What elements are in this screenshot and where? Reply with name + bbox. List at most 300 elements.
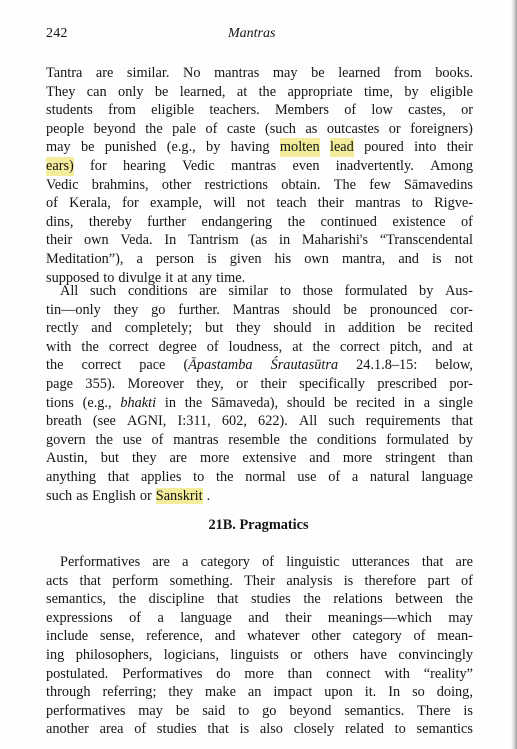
- word: similar: [228, 283, 269, 299]
- word: Śrautasūtra: [270, 357, 339, 374]
- word: own: [304, 250, 329, 267]
- text-line: [46, 213, 473, 232]
- word: they: [235, 320, 261, 337]
- word: include: [46, 628, 89, 645]
- word: be: [154, 83, 169, 100]
- text-line: [46, 487, 473, 506]
- word: that: [107, 468, 130, 485]
- page-edge-shadow: [511, 0, 517, 749]
- word: they: [131, 450, 157, 467]
- word: teach: [276, 195, 307, 212]
- word: and: [248, 609, 269, 626]
- word: that: [79, 572, 101, 589]
- word: bhakti: [120, 394, 157, 411]
- word: of: [206, 338, 219, 355]
- paragraph: [46, 64, 473, 287]
- word: for: [90, 157, 107, 174]
- word: .: [206, 487, 211, 504]
- word: the: [287, 213, 306, 230]
- word: example,: [150, 195, 203, 212]
- word: the: [81, 338, 99, 355]
- word: ing: [46, 646, 65, 663]
- word: eligible: [151, 102, 195, 119]
- word: meanings—which: [327, 609, 432, 626]
- paragraph: [46, 282, 473, 505]
- word: only: [118, 83, 144, 100]
- word: those: [302, 283, 333, 299]
- word: logicians,: [163, 646, 219, 663]
- word: brahmins,: [91, 176, 149, 193]
- word: dins,: [46, 213, 74, 230]
- word: said: [202, 702, 226, 719]
- word: their: [317, 195, 344, 212]
- word: Among: [430, 157, 473, 174]
- word: is: [343, 572, 354, 589]
- word: mantras: [355, 195, 401, 212]
- word: anything: [46, 468, 97, 485]
- word: 602,: [221, 413, 247, 430]
- text-line: [46, 101, 473, 120]
- text-line: [46, 194, 473, 213]
- word: any: [191, 269, 213, 286]
- text-line: [46, 646, 473, 665]
- word: are: [95, 65, 114, 81]
- word: more: [342, 450, 373, 467]
- word: Tantra: [46, 65, 83, 81]
- word: 622).: [258, 413, 288, 430]
- word: from: [108, 102, 136, 119]
- word: they: [113, 301, 139, 318]
- word: page: [46, 375, 73, 392]
- word: for: [122, 195, 139, 212]
- word: the: [46, 357, 64, 374]
- word: may: [46, 139, 71, 156]
- word: their: [46, 232, 73, 249]
- word: obtain.: [281, 176, 321, 193]
- word: or: [388, 120, 401, 137]
- word: conditions: [316, 431, 377, 448]
- word: few: [369, 176, 391, 193]
- text-line: [46, 231, 473, 250]
- text-line: [46, 64, 473, 83]
- word: as: [76, 487, 89, 504]
- word: language: [180, 609, 232, 626]
- word: Vedic: [46, 176, 79, 193]
- word: further.: [178, 301, 220, 318]
- word: with: [384, 665, 410, 682]
- word: sense,: [99, 628, 135, 645]
- word: endangering: [201, 213, 273, 230]
- word: degree: [158, 338, 197, 355]
- word: low: [371, 102, 393, 119]
- word: Āpastamba: [188, 357, 253, 374]
- word: semantics.: [344, 702, 405, 719]
- word: may: [272, 65, 298, 81]
- word: resemble: [228, 431, 280, 448]
- word: “Transcendental: [379, 232, 473, 249]
- word: in: [278, 232, 291, 249]
- word: correct: [108, 338, 149, 355]
- word: expressions: [46, 609, 113, 626]
- word: the: [95, 431, 113, 448]
- word: by: [419, 283, 434, 299]
- word: be: [311, 65, 325, 81]
- word: the: [118, 591, 137, 608]
- word: connect: [326, 665, 371, 682]
- word-group: [183, 356, 252, 375]
- word: the: [216, 468, 234, 485]
- word: divulge: [118, 269, 162, 286]
- word: below,: [435, 357, 473, 374]
- word: in: [324, 320, 336, 337]
- word: mantras: [173, 431, 219, 448]
- word: normal: [245, 468, 286, 485]
- word: not: [454, 250, 473, 267]
- word: part: [427, 572, 450, 589]
- word: the: [145, 120, 163, 137]
- word: of: [205, 120, 218, 137]
- text-line: [46, 375, 473, 394]
- word: not: [246, 195, 266, 212]
- word: The: [333, 176, 356, 193]
- word: time.: [216, 269, 246, 286]
- word: to: [394, 721, 406, 738]
- word: to: [411, 195, 423, 212]
- word: by: [206, 139, 221, 156]
- text-line: [46, 720, 473, 739]
- word: through: [46, 684, 91, 701]
- word: beyond: [289, 702, 332, 719]
- word: foreigners): [410, 120, 473, 137]
- word: his: [274, 250, 292, 267]
- word: a: [157, 609, 164, 626]
- word: they,: [196, 375, 224, 392]
- word: appropriate: [287, 83, 353, 100]
- word: perform: [112, 572, 159, 589]
- word: at: [462, 338, 473, 355]
- paragraph: [46, 553, 473, 739]
- word: more: [244, 665, 274, 682]
- text-line: [46, 702, 473, 721]
- text-line: [46, 431, 473, 450]
- text-line: [46, 338, 473, 357]
- word: other: [161, 176, 192, 193]
- word: at: [236, 83, 248, 100]
- word: studies: [156, 721, 197, 738]
- word: but: [100, 450, 119, 467]
- text-line: [46, 138, 473, 157]
- word: or: [290, 646, 303, 663]
- word: category: [200, 554, 250, 570]
- word: completely;: [124, 320, 193, 337]
- word: can: [86, 83, 107, 100]
- word: postulated.: [46, 665, 109, 682]
- word: pronounced: [369, 301, 438, 318]
- word: beyond: [93, 120, 136, 137]
- word: doing,: [436, 684, 473, 701]
- word: others: [313, 646, 349, 663]
- running-head: Mantras: [228, 26, 276, 41]
- word: their: [446, 139, 473, 156]
- word: relations: [333, 591, 383, 608]
- word: analysis: [286, 572, 333, 589]
- word: so: [412, 684, 425, 701]
- word: and: [309, 450, 330, 467]
- word: applies: [140, 468, 182, 485]
- word: conditions: [127, 283, 188, 299]
- word: loudness,: [228, 338, 283, 355]
- word: and: [214, 628, 236, 645]
- word: or: [461, 102, 473, 119]
- word: is: [239, 721, 250, 738]
- word: breath: [46, 413, 82, 430]
- text-line: [46, 83, 473, 102]
- word: learned: [338, 65, 381, 81]
- word: extensive: [242, 450, 297, 467]
- word: will: [213, 195, 236, 212]
- word: language: [421, 468, 473, 485]
- word: philosophers,: [75, 646, 153, 663]
- word: performatives: [46, 702, 126, 719]
- word: Their: [244, 572, 276, 589]
- word: be: [175, 702, 190, 719]
- text-line: [46, 157, 473, 176]
- word: impact: [273, 684, 313, 701]
- word: of: [413, 628, 426, 645]
- word: (as: [250, 232, 268, 249]
- word: other: [311, 628, 341, 645]
- word: Performatives: [60, 554, 141, 570]
- word: recited: [356, 394, 396, 411]
- word: in: [164, 394, 177, 411]
- word: linguists: [230, 646, 279, 663]
- word: from: [393, 65, 422, 81]
- word: is: [463, 702, 473, 719]
- word-group: [156, 487, 214, 506]
- word: 24.1.8–15:: [356, 357, 418, 374]
- word: may: [448, 609, 473, 626]
- word: use: [297, 468, 317, 485]
- word: with: [46, 338, 72, 355]
- word: existence: [392, 213, 446, 230]
- word: a: [182, 554, 189, 570]
- word: thereby: [88, 213, 132, 230]
- word: continued: [320, 213, 377, 230]
- word: the: [303, 591, 321, 608]
- word: poured: [364, 139, 404, 156]
- word: Sāmaveda),: [211, 394, 279, 411]
- word: (see: [92, 413, 116, 430]
- text-line: [46, 627, 473, 646]
- word: Members: [274, 102, 329, 119]
- word: and: [431, 338, 453, 355]
- word: such: [90, 283, 117, 299]
- word: utterances: [351, 554, 410, 570]
- word: such: [46, 487, 73, 504]
- word: to: [238, 702, 250, 719]
- word: should: [273, 320, 312, 337]
- word: but: [204, 320, 224, 337]
- text-line: [46, 665, 473, 684]
- text-line: [46, 468, 473, 487]
- word: mantra,: [341, 250, 386, 267]
- word: No: [183, 65, 201, 81]
- word: linguistic: [286, 554, 340, 570]
- word: by: [458, 431, 473, 448]
- word: at: [292, 338, 303, 355]
- word: that: [207, 721, 229, 738]
- word: English: [92, 487, 136, 504]
- word: another: [46, 721, 89, 738]
- word: that: [421, 554, 444, 570]
- word: pitch,: [389, 338, 422, 355]
- word: area: [99, 721, 124, 738]
- word: to: [103, 269, 115, 286]
- word: a: [351, 468, 359, 485]
- word: whatever: [247, 628, 300, 645]
- word: correct: [81, 357, 122, 374]
- word: rectly: [46, 320, 79, 337]
- word: upon: [324, 684, 353, 701]
- word: are: [199, 283, 217, 299]
- word: a: [136, 250, 143, 267]
- highlighted-word: Sanskrit: [155, 487, 203, 504]
- word: 355).: [85, 375, 116, 392]
- word: Tantrism: [188, 232, 239, 249]
- highlighted-word: lead: [329, 139, 354, 156]
- word: They: [46, 83, 76, 100]
- word: be: [333, 394, 348, 411]
- word: of: [460, 213, 473, 230]
- word: specifically: [299, 375, 365, 392]
- text-line: [46, 176, 473, 195]
- word: and: [398, 250, 419, 267]
- word: Performatives: [122, 665, 203, 682]
- word: hearing: [122, 157, 166, 174]
- word: studies: [250, 591, 291, 608]
- word: further: [147, 213, 187, 230]
- word: of: [262, 554, 275, 570]
- word: inadvertently.: [335, 157, 414, 174]
- text-line: [46, 250, 473, 269]
- word: own: [84, 232, 109, 249]
- text-line: [46, 120, 473, 139]
- word: Sāmavedins: [403, 176, 473, 193]
- word: category: [352, 628, 402, 645]
- word: of: [134, 721, 147, 738]
- word: discipline: [148, 591, 205, 608]
- word: more: [199, 450, 230, 467]
- text-line: [46, 282, 473, 301]
- word: AGNI,: [127, 413, 167, 430]
- word: to: [279, 283, 291, 299]
- word: even: [292, 157, 320, 174]
- word: formulated: [344, 283, 408, 299]
- word: students: [46, 102, 93, 119]
- word: tions: [46, 394, 74, 411]
- word: in: [403, 394, 415, 411]
- word: of: [46, 195, 58, 212]
- word: therefore: [364, 572, 417, 589]
- word: and: [91, 320, 112, 337]
- word: correct: [340, 338, 380, 355]
- word: All: [298, 413, 318, 430]
- word: time,: [363, 83, 393, 100]
- word: by: [404, 83, 419, 100]
- word: similar.: [126, 65, 170, 81]
- word: of: [460, 572, 473, 589]
- word: caste: [226, 120, 256, 137]
- word: outcastes: [326, 120, 380, 137]
- word: tin—only: [46, 301, 101, 318]
- word: restrictions: [204, 176, 268, 193]
- word: natural: [369, 468, 410, 485]
- word: do: [216, 665, 231, 682]
- word: govern: [46, 431, 86, 448]
- word: Kerala,: [69, 195, 111, 212]
- word: pace: [139, 357, 166, 374]
- word: In: [164, 232, 177, 249]
- word: such: [328, 413, 355, 430]
- word: their: [260, 375, 287, 392]
- word: is: [432, 250, 442, 267]
- word: In: [388, 684, 401, 701]
- word: Mantras: [232, 301, 280, 318]
- text-line: [46, 394, 473, 413]
- word: a: [423, 394, 431, 411]
- word: having: [230, 139, 270, 156]
- word: supposed: [46, 269, 100, 286]
- word: an: [247, 684, 262, 701]
- word: Rigve-: [434, 195, 473, 212]
- word: also: [259, 721, 283, 738]
- highlighted-word: ears): [46, 157, 74, 174]
- word: stringent: [385, 450, 436, 467]
- word: convincingly: [398, 646, 473, 663]
- word: are: [169, 450, 187, 467]
- word: Maharishi's: [301, 232, 369, 249]
- word: that: [451, 413, 473, 430]
- word: be: [343, 301, 357, 318]
- word: of: [344, 102, 357, 119]
- word: single: [438, 394, 473, 411]
- word: teachers.: [209, 102, 260, 119]
- word: into: [414, 139, 437, 156]
- word: go: [262, 702, 277, 719]
- word: (e.g.,: [82, 394, 112, 411]
- word: related: [344, 721, 384, 738]
- word: given: [229, 250, 262, 267]
- text-line: [46, 683, 473, 702]
- word: may: [138, 702, 163, 719]
- word: are: [455, 554, 473, 570]
- word: it: [165, 269, 174, 286]
- word: recited: [433, 320, 473, 337]
- word: go: [151, 301, 166, 318]
- section-heading: 21B. Pragmatics: [208, 517, 309, 533]
- word: semantics,: [46, 591, 106, 608]
- word: closely: [293, 721, 335, 738]
- word: their: [285, 609, 312, 626]
- text-line: [46, 301, 473, 320]
- text-line: [46, 553, 473, 572]
- word: mantras: [214, 65, 260, 81]
- word: Austin,: [46, 450, 88, 467]
- word: should: [286, 394, 326, 411]
- word: (such: [264, 120, 296, 137]
- word: the: [289, 431, 308, 448]
- word: Meditation”),: [46, 250, 124, 267]
